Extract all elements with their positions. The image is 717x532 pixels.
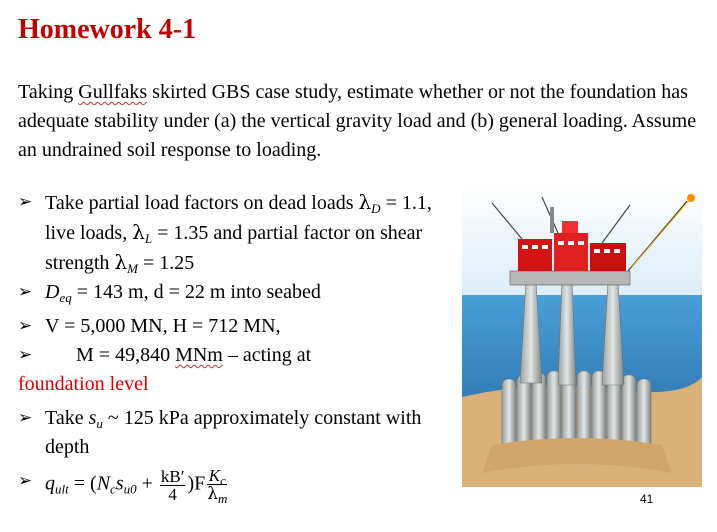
arrow-bullet-icon: ➢ xyxy=(18,316,33,336)
bullet-moment: ➢ M = 49,840 MNm – acting at xyxy=(18,341,458,370)
gbs-platform-illustration xyxy=(462,183,702,487)
foundation-level-text: foundation level xyxy=(18,373,149,395)
intro-paragraph: Taking Gullfaks skirted GBS case study, estimate whether or not the foundation has adequate stability under (a) the vertical gravity load and (b) general loading. Assume an undrained soil response to loading. xyxy=(18,81,697,161)
spellcheck-word: Gullfaks xyxy=(78,81,148,103)
fraction-kb-over-4: $\frac{kB'}{4}$ xyxy=(160,466,185,504)
arrow-bullet-icon: ➢ xyxy=(18,345,33,365)
bullet-diameter: ➢ $D_{eq} = 143$ m, d = 22 m into seabed xyxy=(18,278,458,307)
arrow-bullet-icon: ➢ xyxy=(18,282,33,302)
fraction-kc-over-lambda: $\frac{K_c}{\lambda_m}$ xyxy=(207,466,228,506)
bullet-load-factors: ➢ Take partial load factors on dead loads $\lambda_D = 1.1$, live loads, $\lambda_L = 1.35$ and partial factor on shear strength $\lambda_M = 1.25$ xyxy=(18,190,432,276)
arrow-bullet-icon: ➢ xyxy=(18,408,33,428)
arrow-bullet-icon: ➢ xyxy=(18,471,33,491)
spellcheck-word: MNm xyxy=(175,344,223,366)
slide-title: Homework 4-1 xyxy=(18,14,197,45)
bullet-loads: ➢ V = 5,000 MN, H = 712 MN, xyxy=(18,312,458,341)
page-number: 41 xyxy=(640,492,654,506)
bullet-shear-strength: ➢ Take $s_u$ ~ 125 kPa approximately constant with depth xyxy=(18,404,458,462)
arrow-bullet-icon: ➢ xyxy=(18,192,33,212)
bullet-bearing-equation: ➢ $q_{ult} = (N_cs_{u0}$ + $\frac{kB'}{4}$ )F $\frac{K_c}{\lambda_m}$ xyxy=(18,466,228,506)
bullet-list xyxy=(18,188,458,506)
